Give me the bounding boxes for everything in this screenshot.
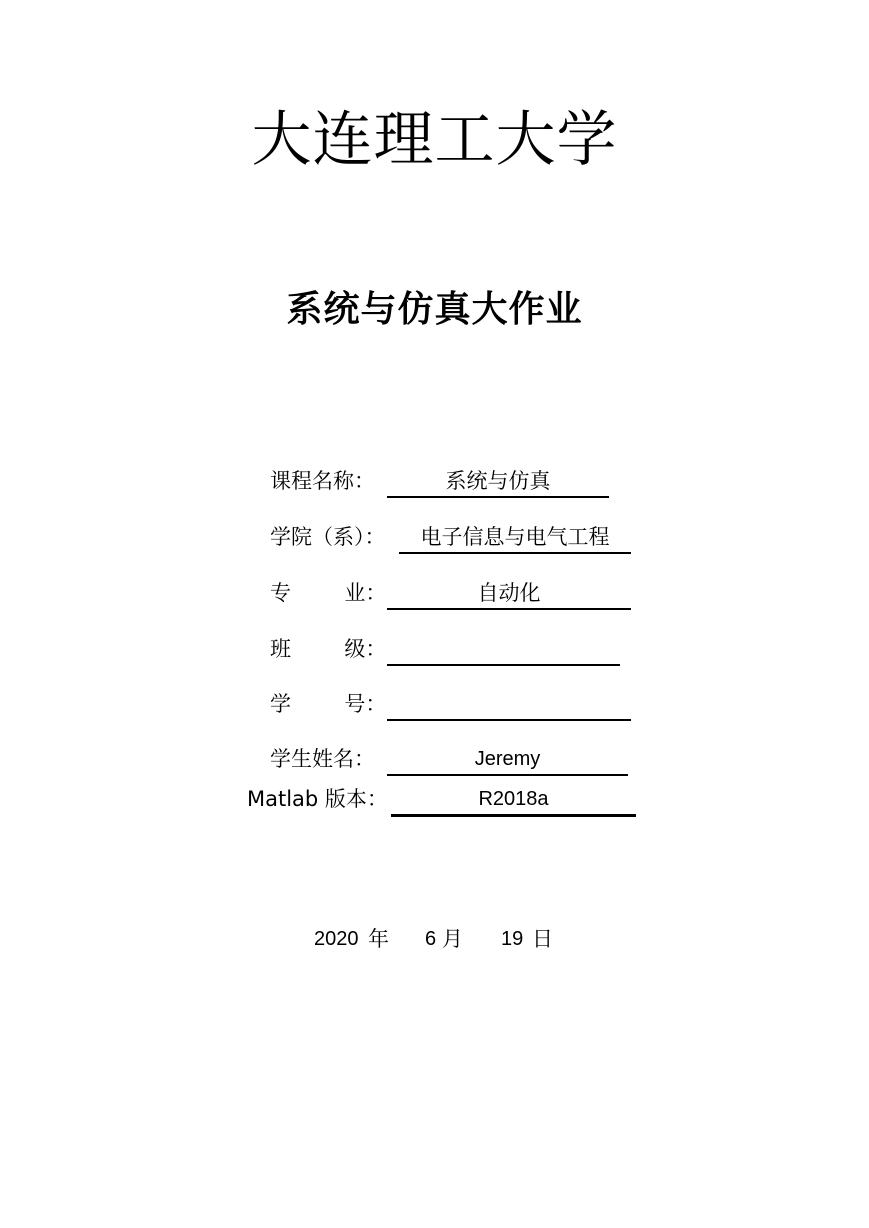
- course-name-row: [0, 466, 869, 500]
- student-id-label: 学 号：: [270, 692, 387, 716]
- date-month: 6: [425, 928, 437, 950]
- class-field: [387, 634, 620, 666]
- matlab-version-field: R2018a: [391, 784, 636, 817]
- matlab-version-label: Matlab 版本：: [247, 787, 388, 811]
- date-day: 19: [501, 928, 524, 950]
- matlab-version-row: [0, 784, 869, 818]
- student-name-field: Jeremy: [387, 744, 628, 776]
- department-row: [0, 522, 869, 556]
- class-row: [0, 634, 869, 668]
- student-name-label: 学生姓名：: [270, 747, 375, 771]
- student-id-field: [387, 689, 631, 721]
- department-field: 电子信息与电气工程: [399, 522, 631, 554]
- major-field: 自动化: [387, 578, 631, 610]
- date-day-unit: 日: [532, 927, 553, 951]
- class-label: 班 级：: [270, 637, 387, 661]
- student-id-row: [0, 689, 869, 723]
- course-name-label: 课程名称：: [270, 469, 375, 493]
- university-name: 大连理工大学: [251, 105, 618, 175]
- submission-date: [0, 924, 869, 956]
- student-name-row: [0, 744, 869, 778]
- major-row: [0, 578, 869, 612]
- major-label: 专 业：: [270, 581, 387, 605]
- department-label: 学院（系）：: [270, 525, 386, 549]
- course-name-field: 系统与仿真: [387, 466, 609, 498]
- date-year-unit: 年: [368, 927, 389, 951]
- date-month-unit: 月: [442, 927, 463, 951]
- assignment-title: 系统与仿真大作业: [286, 289, 583, 330]
- date-year: 2020: [314, 928, 359, 950]
